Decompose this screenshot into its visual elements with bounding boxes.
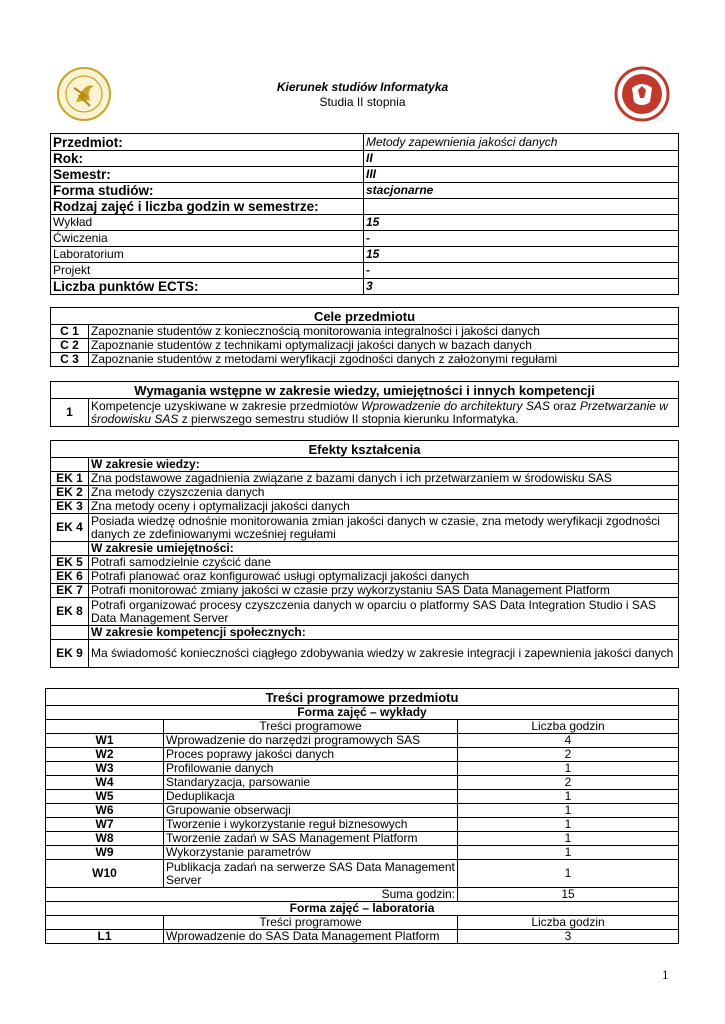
table-row: W8 Tworzenie zadań w SAS Management Platform 1 (46, 832, 679, 846)
table-row: W5 Deduplikacja 1 (46, 790, 679, 804)
przedmiot-value: Metody zapewnienia jakości danych (364, 134, 679, 151)
suma-value: 15 (458, 888, 679, 902)
rodzaj-label: Rodzaj zajęć i liczba godzin w semestrze: (51, 199, 364, 215)
header-subtitle: Studia II stopnia (319, 95, 406, 109)
suma-label: Suma godzin: (46, 888, 458, 902)
course-info-table (50, 133, 679, 295)
table-row: W6 Grupowanie obserwacji 1 (46, 804, 679, 818)
tresci-table: Treści programowe przedmiotu Forma zajęć – wykłady Treści programowe Liczba godzin W1 Wprowadzenie do narzędzi programowych SAS 4 W2 Proces poprawy jakości danych 2 W3 Profilowanie danych 1 W4 Standaryzacja, parsowanie 2 W5 Deduplikacja 1 W6 Grupowanie obserwacji 1 W7 Tworzenie i wykorzystanie reguł biznesowych 1 W8 Tworzenie zadań w SAS Management Platform 1 W9 Wykorzystanie parametrów 1 W10 Publikacja zadań na serwerze SAS Data Management Server 1 Suma godzin: 15 Forma zajęć – laboratoria Treści programowe Liczba godzin L1 Wprowadzenie do SAS Data Management Platform 3 (45, 688, 679, 944)
wymagania-num: 1 (51, 399, 89, 427)
cele-table (50, 307, 679, 367)
table-row (51, 339, 679, 353)
table-row: EK 7 Potrafi monitorować zmiany jakości w czasie przy wykorzystaniu SAS Data Management Platform (51, 584, 679, 598)
cel-code: C 1 (51, 325, 89, 339)
table-row: W1 Wprowadzenie do narzędzi programowych SAS 4 (46, 734, 679, 748)
wyklady-title: Forma zajęć – wykłady (46, 706, 679, 720)
cel-text: Zapoznanie studentów z technikami optymalizacji jakości danych w bazach danych (89, 339, 679, 353)
header-title: Kierunek studiów Informatyka (276, 80, 449, 94)
wymagania-table (50, 381, 679, 427)
table-row: W4 Standaryzacja, parsowanie 2 (46, 776, 679, 790)
page-number: 1 (662, 967, 669, 982)
table-row (51, 325, 679, 339)
table-row: EK 1 Zna podstawowe zagadnienia związane z bazami danych i ich przetwarzaniem w środowisku SAS (51, 472, 679, 486)
forma-label: Forma studiów: (51, 183, 364, 199)
wyklad-label: Wykład (51, 215, 364, 231)
table-row: EK 9 Ma świadomość konieczności ciągłego zdobywania wiedzy w zakresie integracji i zapewnienia jakości danych (51, 640, 679, 668)
cel-code: C 2 (51, 339, 89, 353)
semestr-value: III (364, 167, 679, 183)
cwiczenia-label: Ćwiczenia (51, 231, 364, 247)
table-row: EK 2 Zna metody czyszczenia danych (51, 486, 679, 500)
rok-label: Rok: (51, 151, 364, 167)
table-row: EK 4 Posiada wiedzę odnośnie monitorowania zmian jakości danych w czasie, zna metody weryfikacji zgodności danych ze zdefiniowanymi wcześniej regułami (51, 514, 679, 542)
cel-code: C 3 (51, 353, 89, 367)
kompetencje-heading: W zakresie kompetencji społecznych: (89, 626, 679, 640)
umiejetnosci-heading: W zakresie umiejętności: (89, 542, 679, 556)
table-row: EK 5 Potrafi samodzielnie czyścić dane (51, 556, 679, 570)
efekty-title: Efekty kształcenia (51, 441, 679, 458)
efekty-table (50, 440, 679, 668)
wyklad-value: 15 (364, 215, 679, 231)
laboratorium-value: 15 (364, 247, 679, 263)
wymagania-title: Wymagania wstępne w zakresie wiedzy, umiejętności i innych kompetencji (51, 382, 679, 399)
wymagania-text: Kompetencje uzyskiwane w zakresie przedmiotów Wprowadzenie do architektury SAS oraz Przetwarzanie w środowisku SAS z pierwszego semestru studiów II stopnia kierunku Informatyka. (89, 399, 679, 427)
projekt-label: Projekt (51, 263, 364, 279)
tresci-title: Treści programowe przedmiotu (46, 689, 679, 706)
table-row: EK 3 Zna metody oceny i optymalizacji jakości danych (51, 500, 679, 514)
table-row: EK 8 Potrafi organizować procesy czyszczenia danych w oparciu o platformy SAS Data Integration Studio i SAS Data Management Server (51, 598, 679, 626)
table-row: W9 Wykorzystanie parametrów 1 (46, 846, 679, 860)
cel-text: Zapoznanie studentów z metodami weryfikacji zgodności danych z założonymi regułami (89, 353, 679, 367)
document-header (0, 80, 725, 110)
table-row: W3 Profilowanie danych 1 (46, 762, 679, 776)
ects-value: 3 (364, 279, 679, 295)
table-row: W7 Tworzenie i wykorzystanie reguł biznesowych 1 (46, 818, 679, 832)
laboratorium-label: Laboratorium (51, 247, 364, 263)
projekt-value: - (364, 263, 679, 279)
forma-value: stacjonarne (364, 183, 679, 199)
table-row: L1 Wprowadzenie do SAS Data Management Platform 3 (46, 930, 679, 944)
cel-text: Zapoznanie studentów z koniecznością monitorowania integralności i jakości danych (89, 325, 679, 339)
rok-value: II (364, 151, 679, 167)
ects-label: Liczba punktów ECTS: (51, 279, 364, 295)
semestr-label: Semestr: (51, 167, 364, 183)
przedmiot-label: Przedmiot: (51, 134, 364, 151)
cwiczenia-value: - (364, 231, 679, 247)
wiedza-heading: W zakresie wiedzy: (89, 458, 679, 472)
table-row: W10 Publikacja zadań na serwerze SAS Data Management Server 1 (46, 860, 679, 888)
col-godziny: Liczba godzin (458, 720, 679, 734)
table-row: EK 6 Potrafi planować oraz konfigurować usługi optymalizacji jakości danych (51, 570, 679, 584)
cele-title: Cele przedmiotu (51, 308, 679, 325)
table-row (51, 353, 679, 367)
table-row: W2 Proces poprawy jakości danych 2 (46, 748, 679, 762)
col-tresci: Treści programowe (164, 720, 458, 734)
lab-title: Forma zajęć – laboratoria (46, 902, 679, 916)
